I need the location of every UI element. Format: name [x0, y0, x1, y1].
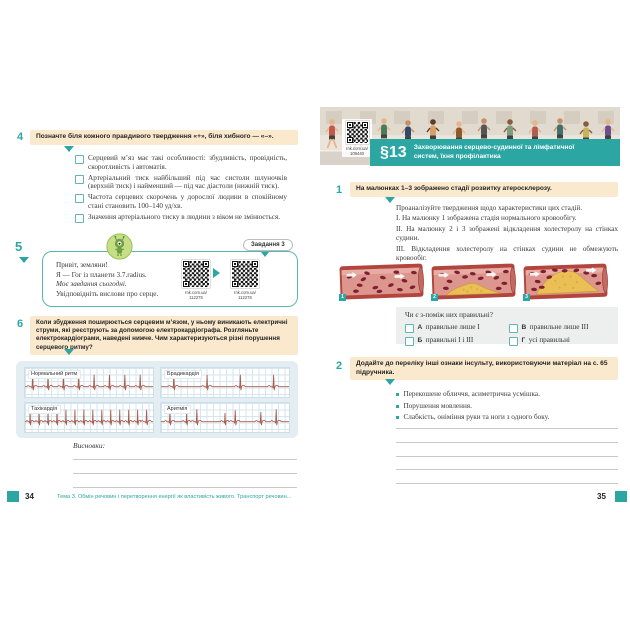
task6-title: Коли збудження поширюється серцевим м’язом, у ньому виникають електричні струми, які реєструють за допомогою електрокардіографа. Розгляньте електрокардіограми, наведені нижче. Чим характеризуються різні порушення серцевого ритму?: [30, 316, 298, 355]
answer-checkbox[interactable]: [405, 337, 414, 346]
option-letter: Г: [521, 337, 526, 344]
figure-number: 3: [523, 294, 530, 301]
option-B: [405, 336, 509, 346]
options-question: Чи є з-поміж них правильні?: [405, 311, 493, 319]
pointer-triangle: [385, 197, 395, 203]
option-letter: А: [417, 324, 423, 331]
page-corner-mark: [615, 491, 627, 502]
stroke-signs-list: [396, 390, 618, 425]
ecg-chart-label: Брадикардія: [164, 370, 203, 380]
answer-checkbox[interactable]: [75, 175, 84, 184]
qr-number: 109440: [350, 150, 364, 156]
statement-2: ІІ. На малюнку 2 і 3 зображені відкладення холестеролу на стінках судини.: [396, 224, 618, 243]
bullet-icon: [396, 393, 399, 396]
footer-topic: Тема 3. Обмін речовин і перетворення енергії як властивість живого. Транспорт речовин...: [57, 494, 292, 500]
answer-checkbox[interactable]: [405, 324, 414, 333]
list-item-text: Слабкість, оніміння руки та ноги з одного боку.: [403, 413, 550, 422]
section-header: [370, 139, 620, 166]
pointer-triangle: [19, 257, 29, 263]
ecg-chart-bradycardia: [160, 367, 290, 398]
answer-checkbox[interactable]: [75, 214, 84, 223]
alien-intro: Я — Гог із планети 3.7.radius.: [56, 270, 147, 279]
list-item: [396, 402, 618, 411]
ecg-chart-arrhythmia: [160, 402, 290, 433]
task4-title: Позначте біля кожного правдивого твердження «+», біля хибного — «–».: [30, 130, 298, 145]
task1-title: На малюнках 1–3 зображено стадії розвитку атеросклерозу.: [350, 182, 618, 197]
vessel-figure-1: [338, 261, 426, 302]
alien-message: [56, 261, 158, 299]
statement-row: [75, 193, 287, 211]
ecg-chart-label: Нормальний ритм: [28, 370, 81, 380]
task4-statement-list: [75, 154, 287, 225]
option-text: правильне лише ІІІ: [529, 323, 589, 331]
vessel-figure-2: [430, 261, 518, 302]
page-number-right: 35: [597, 492, 606, 501]
bullet-icon: [396, 416, 399, 419]
answer-checkbox[interactable]: [75, 194, 84, 203]
conclusions-label: Висновки:: [73, 441, 106, 450]
option-A: [405, 323, 509, 333]
write-line[interactable]: [396, 483, 618, 484]
option-letter: В: [521, 324, 527, 331]
statement-row: [75, 174, 287, 192]
page-corner-mark: [7, 491, 19, 502]
answer-checkbox[interactable]: [509, 337, 518, 346]
figure-number: 2: [431, 294, 438, 301]
statement-text: Значення артеріального тиску в людини з віком не змінюється.: [88, 212, 281, 221]
ecg-panel: [16, 361, 298, 438]
vessel-figure-3: [522, 261, 610, 302]
write-line[interactable]: [73, 459, 297, 460]
figure-number: 1: [339, 294, 346, 301]
alien-avatar-icon: [106, 233, 133, 265]
list-item-text: Перекошене обличчя, асиметрична усмішка.: [403, 390, 540, 398]
list-item-text: Порушення мовлення.: [403, 401, 472, 410]
option-text: правильне лише І: [425, 323, 480, 331]
option-V: [509, 323, 618, 333]
statement-1: І. На малюнку 1 зображена стадія нормального кровообігу.: [396, 214, 577, 223]
task-reference-badge: Завдання 3: [243, 239, 293, 251]
task4-number: 4: [17, 131, 24, 143]
task1-statements: [396, 204, 618, 264]
statement-row: [75, 213, 287, 223]
qr-site: rnk.com.ua/: [185, 289, 207, 295]
write-line[interactable]: [396, 442, 618, 443]
task6-number: 6: [17, 318, 24, 330]
answer-checkbox[interactable]: [75, 155, 84, 164]
arrow-right-icon: [213, 268, 220, 278]
qr-site: rnk.com.ua/: [234, 289, 256, 295]
write-line[interactable]: [396, 469, 618, 470]
task1-number: 1: [336, 184, 343, 196]
statement-text: Частота серцевих скорочень у дорослої людини в спокійному стані становить 100–140 уд/хв.: [88, 193, 287, 210]
pointer-triangle: [64, 146, 74, 152]
task1-intro: Проаналізуйте твердження щодо характеристики цих стадій.: [396, 204, 583, 212]
ecg-chart-label: Тахікардія: [28, 405, 61, 415]
list-item: [396, 413, 618, 422]
qr-block: [342, 119, 372, 157]
statement-text: Серцевий м’яз має такі особливості: збудливість, провідність, скоротливість і автоматія.: [88, 154, 287, 171]
qr-number: 112276: [238, 294, 252, 300]
task2-title: Додайте до переліку інші ознаки інсульту, використовуючи матеріал на с. 65 підручника.: [350, 357, 618, 380]
statement-text: Артеріальний тиск найбільший під час систоли шлуночків (верхній тиск) і найменший — під час діастоли (нижній тиск).: [88, 173, 287, 191]
ecg-chart-label: Аритмія: [164, 405, 191, 415]
qr-block: [230, 260, 260, 300]
section-number: §13: [380, 143, 407, 161]
qr-number: 112275: [189, 294, 203, 300]
pointer-triangle: [261, 252, 269, 257]
statement-3: ІІІ. Відкладення холестеролу на стінках судини не обмежують кровообіг.: [396, 244, 618, 263]
qr-site: rnk.com.ua/: [346, 145, 368, 151]
list-item: [396, 390, 618, 399]
page-number-left: 34: [25, 492, 34, 501]
option-letter: Б: [417, 337, 423, 344]
qr-code[interactable]: [182, 260, 210, 288]
alien-mission: Моє завдання сьогодні.: [56, 280, 127, 289]
alien-instruction: Увідповідніть вислови про серце.: [56, 289, 159, 298]
section-title: Захворювання серцево-судинної та лімфатичної систем, їхня профілактика: [413, 144, 575, 160]
write-line[interactable]: [73, 473, 297, 474]
answer-options-panel: [396, 307, 618, 344]
ecg-chart-tachycardia: [24, 402, 154, 433]
write-line[interactable]: [73, 487, 297, 488]
option-text: усі правильні: [528, 336, 570, 344]
pointer-triangle: [64, 349, 74, 355]
option-G: [509, 336, 618, 346]
statement-row: [75, 154, 287, 172]
ecg-chart-normal: [24, 367, 154, 398]
qr-block: [181, 260, 211, 300]
task5-number: 5: [15, 239, 23, 254]
bullet-icon: [396, 405, 399, 408]
write-line[interactable]: [396, 456, 618, 457]
qr-code[interactable]: [231, 260, 259, 288]
answer-checkbox[interactable]: [509, 324, 518, 333]
option-text: правильні І і ІІІ: [425, 336, 474, 344]
write-line[interactable]: [396, 428, 618, 429]
task2-number: 2: [336, 360, 343, 372]
pointer-triangle: [385, 379, 395, 385]
qr-code[interactable]: [346, 121, 369, 144]
alien-greeting: Привіт, земляни!: [56, 261, 108, 269]
